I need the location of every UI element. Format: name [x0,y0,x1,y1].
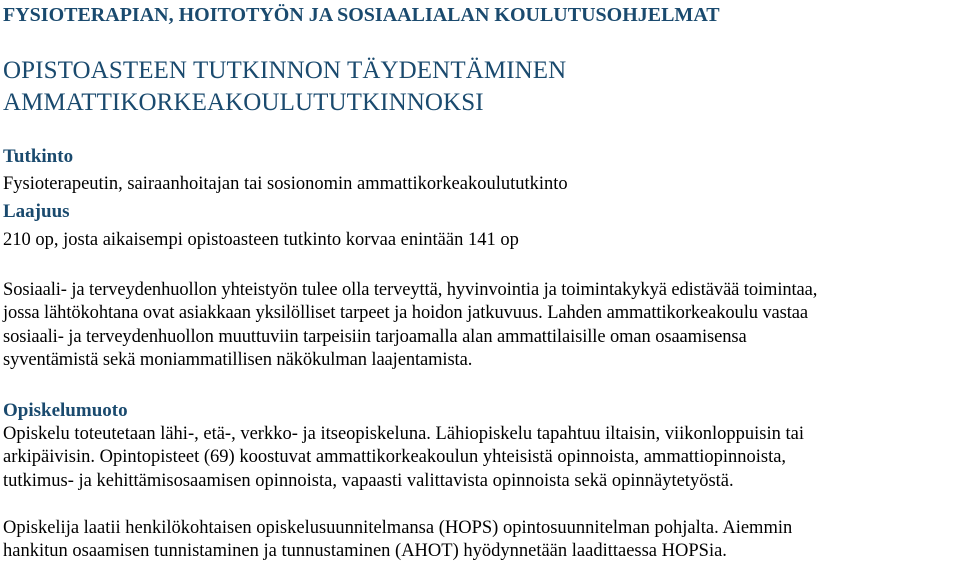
page-title-line-1: OPISTOASTEEN TUTKINNON TÄYDENTÄMINEN [3,57,567,84]
opiskelumuoto-paragraph [3,423,960,493]
description-line-2: jossa lähtökohtana ovat asiakkaan yksilölliset tarpeet ja hoidon jatkuvuus. Lahden ammattikorkeakoulu vastaa [3,303,809,324]
opiskelumuoto-line-2: arkipäivisin. Opintopisteet (69) koostuvat ammattikorkeakoulun yhteisistä opinnoista, ammattiopinnoista, [3,447,787,468]
opiskelumuoto-line-3: tutkimus- ja kehittämisosaamisen opinnoista, vapaasti valittavista opinnoista sekä opinnäytetyöstä. [3,470,734,491]
opiskelumuoto-label: Opiskelumuoto [3,400,128,421]
laajuus-label: Laajuus [3,201,70,222]
description-paragraph [3,279,960,372]
page-title [3,55,566,119]
hops-line-1: Opiskelija laatii henkilökohtaisen opiskelusuunnitelmansa (HOPS) opintosuunnitelman pohjalta. Aiemmin [3,518,793,538]
tutkinto-value: Fysioterapeutin, sairaanhoitajan tai sosionomin ammattikorkeakoulututkinto [3,174,568,194]
opiskelumuoto-line-1: Opiskelu toteutetaan lähi-, etä-, verkko- ja itseopiskeluna. Lähiopiskelu tapahtuu iltaisin, viikonloppuisin tai [3,424,804,444]
laajuus-value: 210 op, josta aikaisempi opistoasteen tutkinto korvaa enintään 141 op [3,230,519,250]
section-header: FYSIOTERAPIAN, HOITOTYÖN JA SOSIAALIALAN KOULUTUSOHJELMAT [3,4,720,26]
description-line-3: sosiaali- ja terveydenhuollon muuttuviin tarpeisiin tarjoamalla alan ammattilaisille oman osaamisensa [3,326,747,347]
tutkinto-label: Tutkinto [3,146,74,167]
page-title-line-2: AMMATTIKORKEAKOULUTUTKINNOKSI [3,89,484,116]
description-line-1: Sosiaali- ja terveydenhuollon yhteistyön tulee olla terveyttä, hyvinvointia ja toimintakykyä edistävää toimintaa, [3,280,818,300]
hops-line-2: hankitun osaamisen tunnistaminen ja tunnustaminen (AHOT) hyödynnetään laadittaessa HOPSia. [3,541,727,562]
description-line-4: syventämistä sekä moniammatillisen näkökulman laajentamista. [3,349,473,370]
hops-paragraph [3,517,960,564]
